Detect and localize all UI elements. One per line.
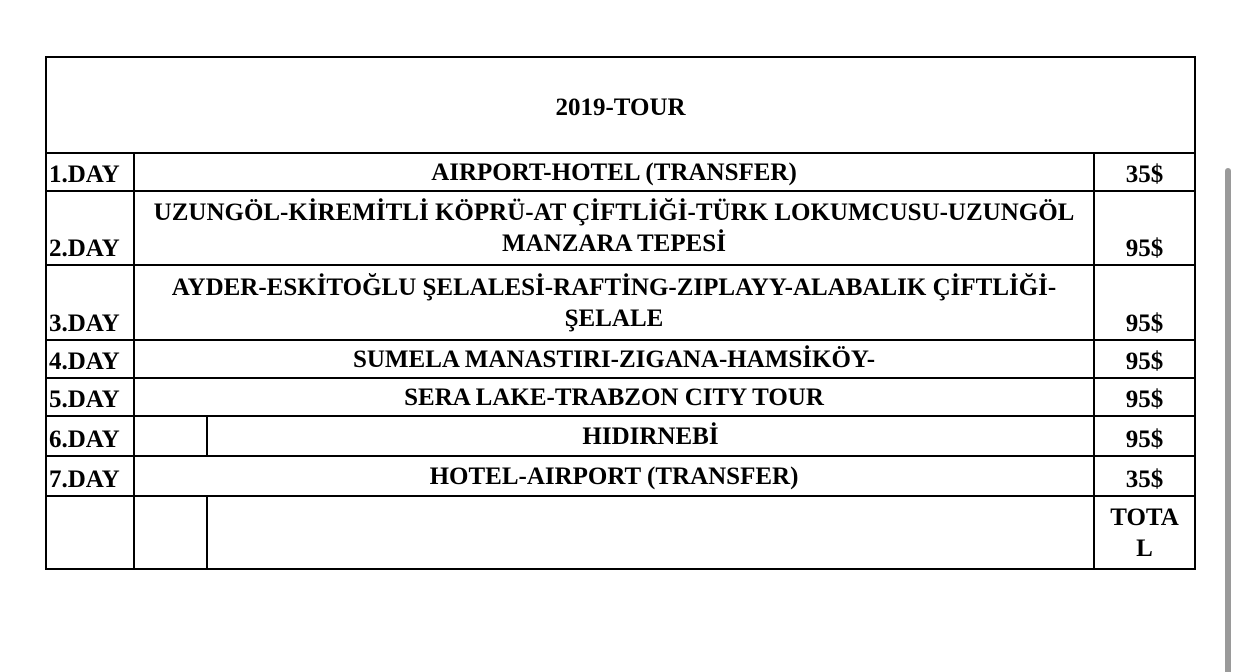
empty-cell bbox=[46, 496, 134, 569]
price-cell: 95$ bbox=[1094, 265, 1195, 340]
total-label: TOTAL bbox=[1094, 496, 1195, 569]
table-row bbox=[46, 378, 1195, 416]
total-row bbox=[46, 496, 1195, 569]
tour-description: AYDER-ESKİTOĞLU ŞELALESİ-RAFTİNG-ZIPLAYY-ALABALIK ÇİFTLİĞİ-ŞELALE bbox=[134, 265, 1094, 340]
day-label: 1.DAY bbox=[46, 153, 134, 191]
day-label: 4.DAY bbox=[46, 340, 134, 378]
day-label: 7.DAY bbox=[46, 456, 134, 496]
tour-description: AIRPORT-HOTEL (TRANSFER) bbox=[134, 153, 1094, 191]
table-row bbox=[46, 340, 1195, 378]
title-row bbox=[46, 57, 1195, 153]
table-row bbox=[46, 191, 1195, 265]
day-label: 5.DAY bbox=[46, 378, 134, 416]
empty-cell bbox=[207, 496, 1094, 569]
vertical-scrollbar[interactable] bbox=[1225, 168, 1231, 672]
empty-cell bbox=[134, 416, 207, 456]
price-cell: 95$ bbox=[1094, 340, 1195, 378]
tour-description: SUMELA MANASTIRI-ZIGANA-HAMSİKÖY- bbox=[134, 340, 1094, 378]
tour-description: UZUNGÖL-KİREMİTLİ KÖPRÜ-AT ÇİFTLİĞİ-TÜRK LOKUMCUSU-UZUNGÖL MANZARA TEPESİ bbox=[134, 191, 1094, 265]
price-cell: 35$ bbox=[1094, 456, 1195, 496]
price-cell: 35$ bbox=[1094, 153, 1195, 191]
day-label: 6.DAY bbox=[46, 416, 134, 456]
empty-cell bbox=[134, 496, 207, 569]
table-row bbox=[46, 265, 1195, 340]
price-cell: 95$ bbox=[1094, 191, 1195, 265]
table-row bbox=[46, 456, 1195, 496]
price-cell: 95$ bbox=[1094, 416, 1195, 456]
tour-table bbox=[45, 56, 1196, 570]
table-title: 2019-TOUR bbox=[46, 57, 1195, 153]
table-row bbox=[46, 416, 1195, 456]
price-cell: 95$ bbox=[1094, 378, 1195, 416]
table-row bbox=[46, 153, 1195, 191]
tour-description: SERA LAKE-TRABZON CITY TOUR bbox=[134, 378, 1094, 416]
tour-description: HIDIRNEBİ bbox=[207, 416, 1094, 456]
day-label: 3.DAY bbox=[46, 265, 134, 340]
tour-description: HOTEL-AIRPORT (TRANSFER) bbox=[134, 456, 1094, 496]
day-label: 2.DAY bbox=[46, 191, 134, 265]
